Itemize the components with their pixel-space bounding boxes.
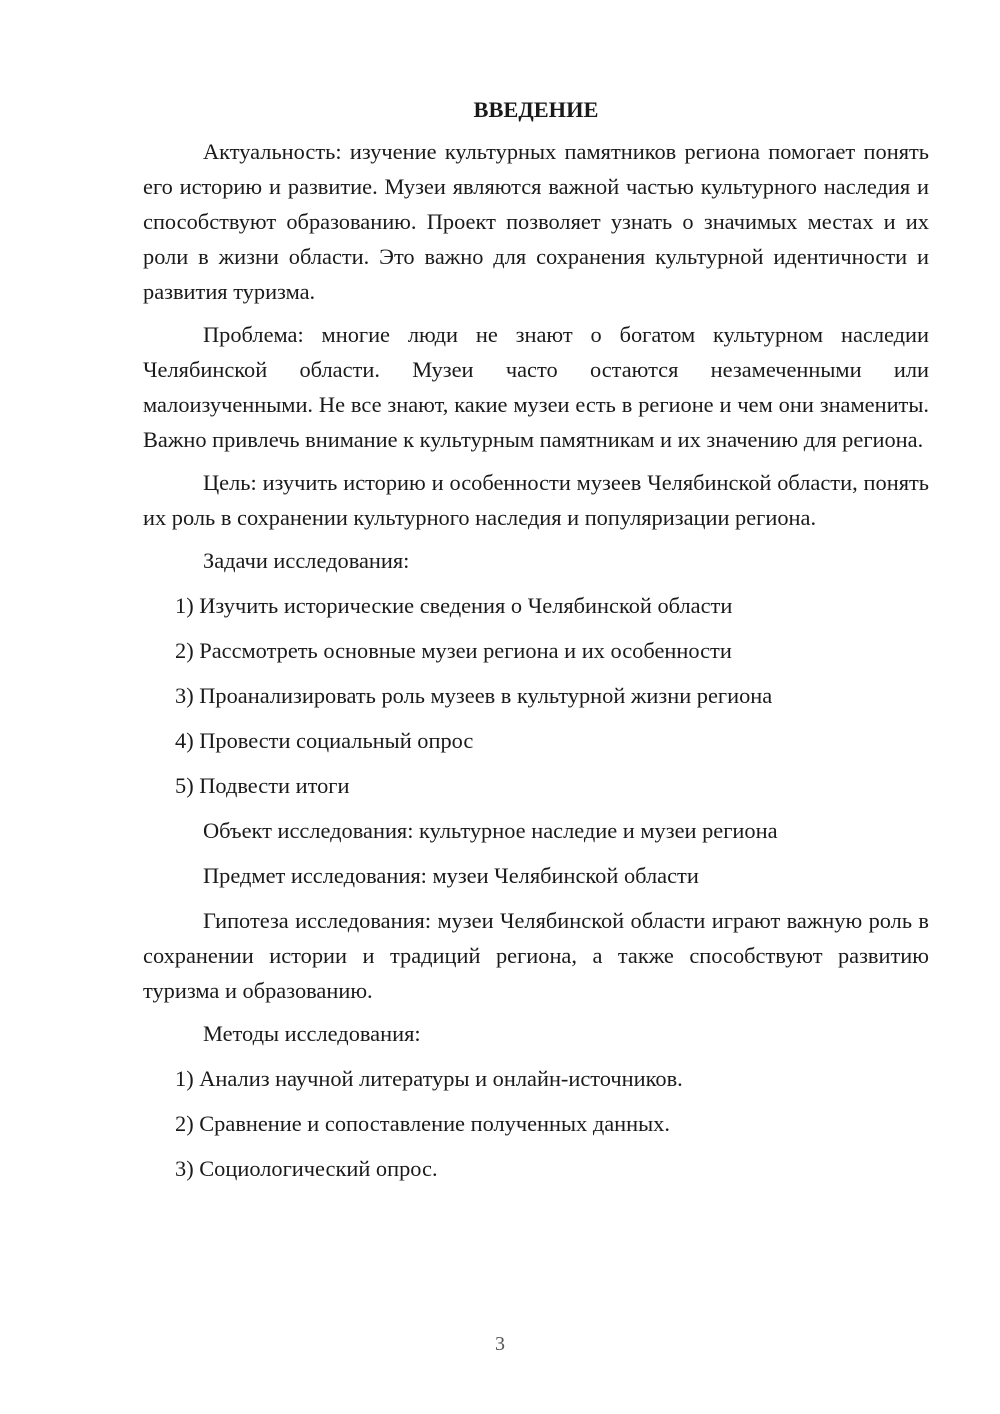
page-title: ВВЕДЕНИЕ [473, 97, 599, 122]
object-line: Объект исследования: культурное наследие и музеи региона [203, 818, 778, 843]
document-body [143, 98, 929, 1196]
method-item: 3) Социологический опрос. [175, 1156, 438, 1181]
tasks-heading: Задачи исследования: [203, 548, 410, 573]
subject-line: Предмет исследования: музеи Челябинской области [203, 863, 699, 888]
task-item: 2) Рассмотреть основные музеи региона и их особенности [175, 638, 732, 663]
relevance-paragraph: Актуальность: изучение культурных памятников региона помогает понять его историю и развитие. Музеи являются важной частью культурного наследия и способствуют образованию. Проект позволяет узнать о значимых местах и их роли в жизни области. Это важно для сохранения культурной идентичности и развития туризма. [143, 139, 929, 304]
method-item: 1) Анализ научной литературы и онлайн-источников. [175, 1066, 683, 1091]
hypothesis-paragraph: Гипотеза исследования: музеи Челябинской области играют важную роль в сохранении истории и традиций региона, а также способствуют развитию туризма и образованию. [143, 908, 929, 1003]
task-item: 1) Изучить исторические сведения о Челябинской области [175, 593, 733, 618]
problem-paragraph: Проблема: многие люди не знают о богатом культурном наследии Челябинской области. Музеи часто остаются незамеченными или малоизученными. Не все знают, какие музеи есть в регионе и чем они знамениты. Важно привлечь внимание к культурным памятникам и их значению для региона. [143, 322, 929, 452]
method-item: 2) Сравнение и сопоставление полученных данных. [175, 1111, 670, 1136]
page-number: 3 [495, 1333, 505, 1355]
goal-paragraph: Цель: изучить историю и особенности музеев Челябинской области, понять их роль в сохранении культурного наследия и популяризации региона. [143, 470, 929, 530]
task-item: 3) Проанализировать роль музеев в культурной жизни региона [175, 683, 773, 708]
task-item: 5) Подвести итоги [175, 773, 350, 798]
methods-heading: Методы исследования: [203, 1021, 421, 1046]
task-item: 4) Провести социальный опрос [175, 728, 474, 753]
